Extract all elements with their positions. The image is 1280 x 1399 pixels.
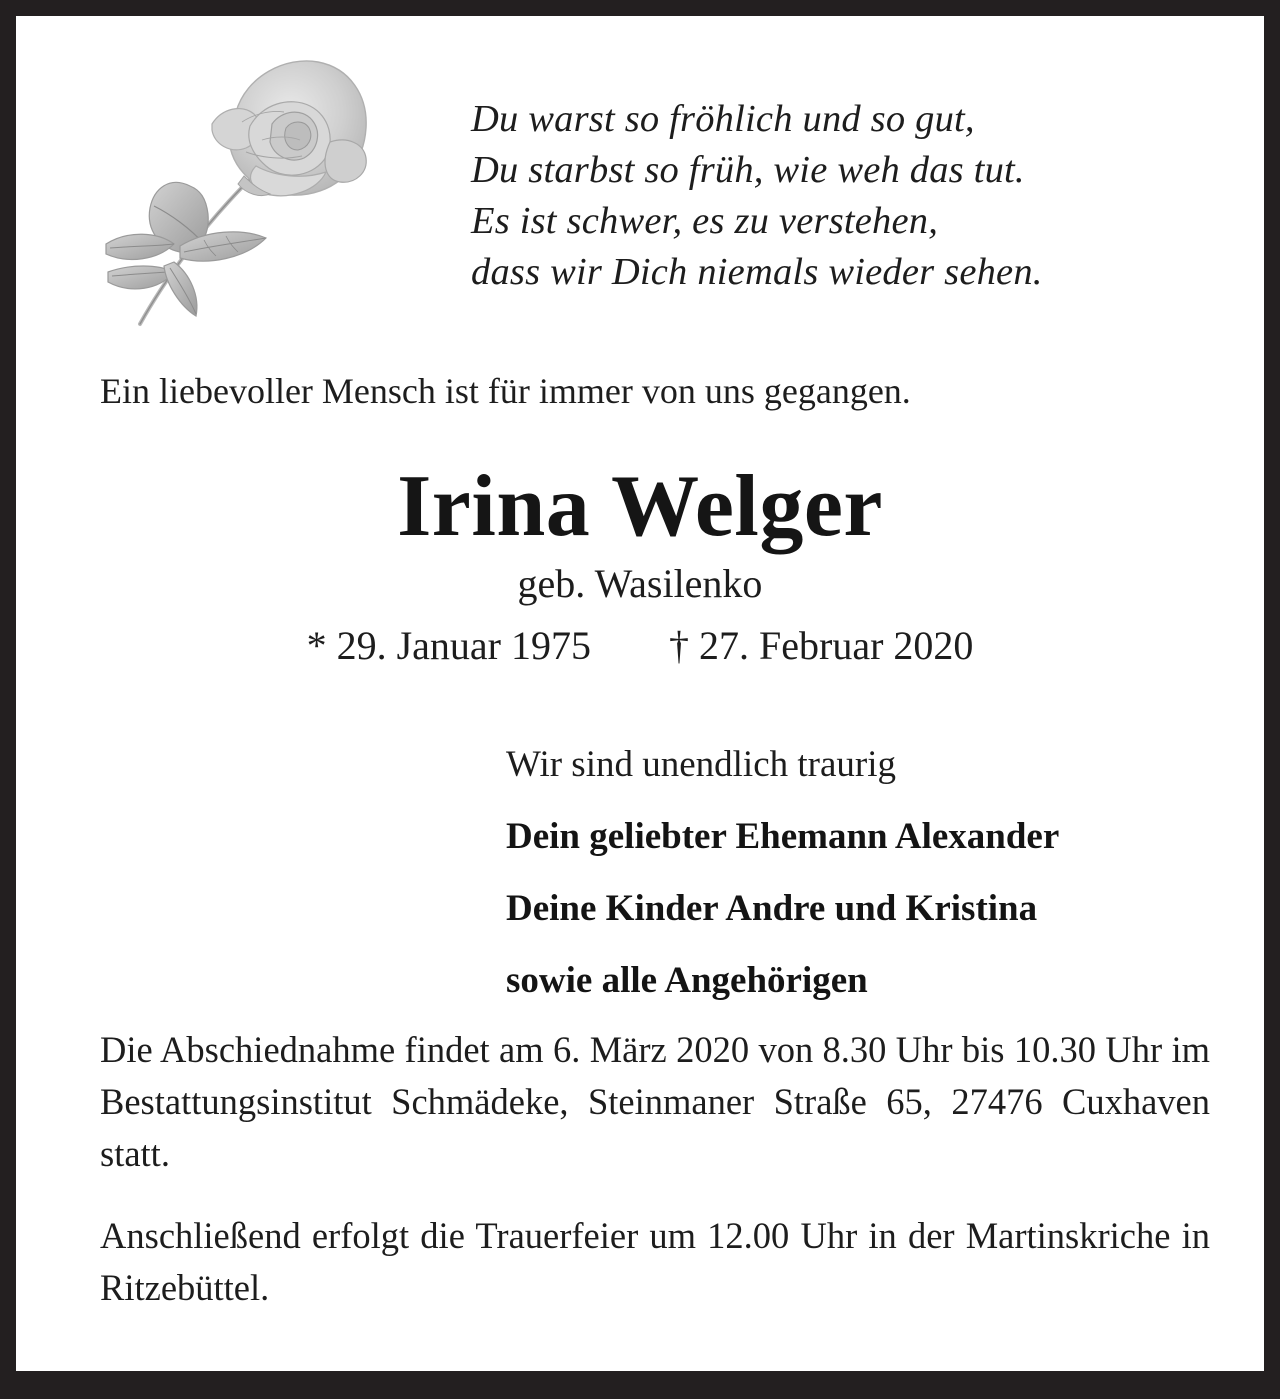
intro-sentence: Ein liebevoller Mensch ist für immer von uns gegangen. — [100, 371, 911, 411]
death-cross-icon: † — [669, 623, 689, 668]
deceased-maiden-name: geb. Wasilenko — [517, 561, 763, 606]
rose-illustration-icon — [94, 48, 374, 333]
funeral-arrangements — [100, 1024, 1210, 1314]
verse-line-2: Du starbst so früh, wie weh das tut. — [471, 149, 1025, 191]
death-date-value: 27. Februar 2020 — [699, 623, 974, 668]
verse-line-1: Du warst so fröhlich und so gut, — [471, 98, 975, 140]
verse-line-4: dass wir Dich niemals wieder sehen. — [471, 251, 1043, 293]
birth-date-value: 29. Januar 1975 — [336, 623, 591, 668]
survivor-line-husband: Dein geliebter Ehemann Alexander — [506, 816, 1060, 857]
deceased-name: Irina Welger — [397, 458, 883, 555]
obituary-card — [16, 16, 1264, 1371]
viewing-details-paragraph: Die Abschiednahme findet am 6. März 2020 von 8.30 Uhr bis 10.30 Uhr im Bestattungsinstitut Schmädeke, Steinmaner Straße 65, 27476 Cuxhaven statt. — [100, 1029, 1210, 1174]
service-details-paragraph: Anschließend erfolgt die Trauerfeier um 12.00 Uhr in der Martinskriche in Ritzebüttel. — [100, 1215, 1210, 1308]
survivors-block — [506, 742, 1226, 1004]
memorial-verse — [471, 94, 1231, 298]
death-date — [669, 623, 973, 668]
survivor-line-relatives: sowie alle Angehörigen — [506, 960, 868, 1001]
verse-line-3: Es ist schwer, es zu verstehen, — [471, 200, 939, 242]
survivors-lead: Wir sind unendlich traurig — [506, 744, 896, 785]
deceased-dates — [16, 622, 1264, 670]
birth-date — [307, 623, 591, 668]
birth-star-icon: * — [306, 623, 327, 668]
survivor-line-children: Deine Kinder Andre und Kristina — [506, 888, 1038, 929]
deceased-block — [16, 456, 1264, 670]
